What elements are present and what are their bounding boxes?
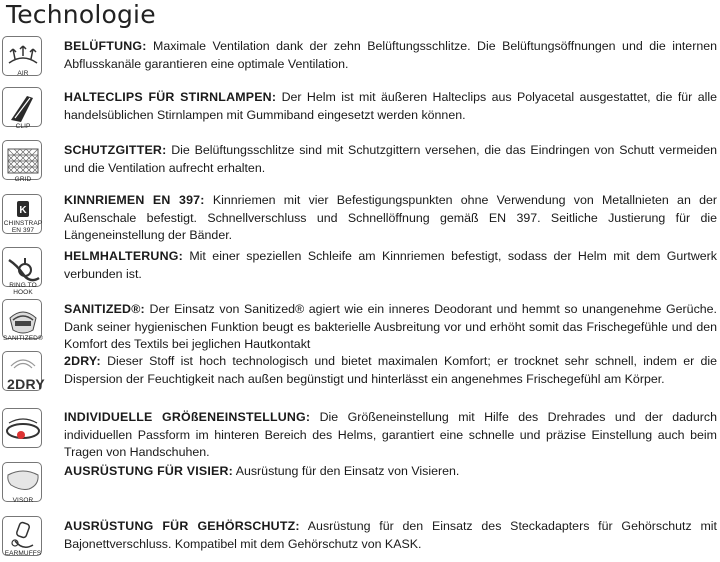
item-helmhalterung: HELMHALTERUNG: Mit einer speziellen Schleife am Kinnriemen befestigt, sodass der Helm mit dem Gurtwerk verbunden ist.: [64, 249, 717, 281]
ring-to-hook-icon-label: RING TO HOOK: [9, 282, 37, 296]
page-title: Technologie: [6, 0, 156, 29]
item-belueftung: BELÜFTUNG: Maximale Ventilation dank der zehn Belüftungsschlitze. Die Belüftungsöffnungen und die internen Abflusskanäle garantieren eine optimale Ventilation.: [64, 39, 717, 71]
item-sanitized: SANITIZED®: Der Einsatz von Sanitized® agiert wie ein inneres Deodorant und hemmt so unangenehme Gerüche. Dank seiner hygienischen Funktion beugt es bakterielle Ausbreitung vor und erhöht somit das Frischegefühle und den Komfort des Textils bei jeglichen Hautkontakt: [64, 302, 717, 352]
clip-icon-label: CLIP: [15, 123, 31, 130]
grid-icon: [2, 140, 42, 180]
item-halteclips: HALTECLIPS FÜR STIRNLAMPEN: Der Helm ist mit äußeren Halteclips aus Polyacetal ausgestattet, die für alle handelsüblichen Stirnlampen mit Gummiband eingesetzt werden können.: [64, 90, 717, 122]
item-gehoerschutz: AUSRÜSTUNG FÜR GEHÖRSCHUTZ: Ausrüstung für den Einsatz des Steckadapters für Gehörschutz mit Bajonettverschluss. Kompatibel mit dem Gehörschutz von KASK.: [64, 519, 717, 551]
item-2dry: 2DRY: Dieser Stoff ist hoch technologisch und bietet maximalen Komfort; er trocknet sehr schnell, indem er die Dispersion der Feuchtigkeit nach außen begünstigt und hinterlässt ein angenehmes Frischegefühl am Körper.: [64, 354, 717, 386]
air-icon-label: AIR: [17, 70, 29, 77]
grid-icon-label: GRID: [14, 176, 32, 183]
ring-to-hook-icon: [2, 247, 42, 287]
size-adjustment-icon: [2, 408, 42, 448]
clip-icon: [2, 87, 42, 127]
svg-text:K: K: [19, 205, 27, 216]
item-groesseneinstellung: INDIVIDUELLE GRÖßENEINSTELLUNG: Die Größeneinstellung mit Hilfe des Drehrades und der dadurch individuellen Passform im hinteren Bereich des Helms, garantiert eine schnelle und präzise Einstellung auch beim Tragen von Handschuhen.: [64, 410, 718, 460]
item-visier: AUSRÜSTUNG FÜR VISIER: Ausrüstung für den Einsatz von Visieren.: [64, 464, 460, 478]
item-kinnriemen: KINNRIEMEN EN 397: Kinnriemen mit vier Befestigungspunkten ohne Verwendung von Metallnieten an der Außenschale befestigt. Schnellverschluss und Schnellöffnung gemäß EN 397. Seitliche Justierung für die Längeneinstellung der Bänder.: [64, 193, 717, 243]
visor-icon-label: VISOR: [12, 497, 34, 504]
item-schutzgitter: SCHUTZGITTER: Die Belüftungsschlitze sind mit Schutzgittern versehen, die das Eindringen von Schutt vermeiden und die Ventilation aufrecht erhalten.: [64, 143, 717, 175]
2dry-icon-label: 2DRY: [6, 376, 46, 392]
sanitized-icon: [2, 299, 42, 339]
visor-icon: [2, 462, 42, 502]
chinstrap-icon-label: CHINSTRAP EN 397: [3, 220, 43, 234]
sanitized-icon-label: SANITIZED®: [3, 335, 43, 342]
earmuffs-icon-label: EARMUFFS: [4, 550, 42, 557]
